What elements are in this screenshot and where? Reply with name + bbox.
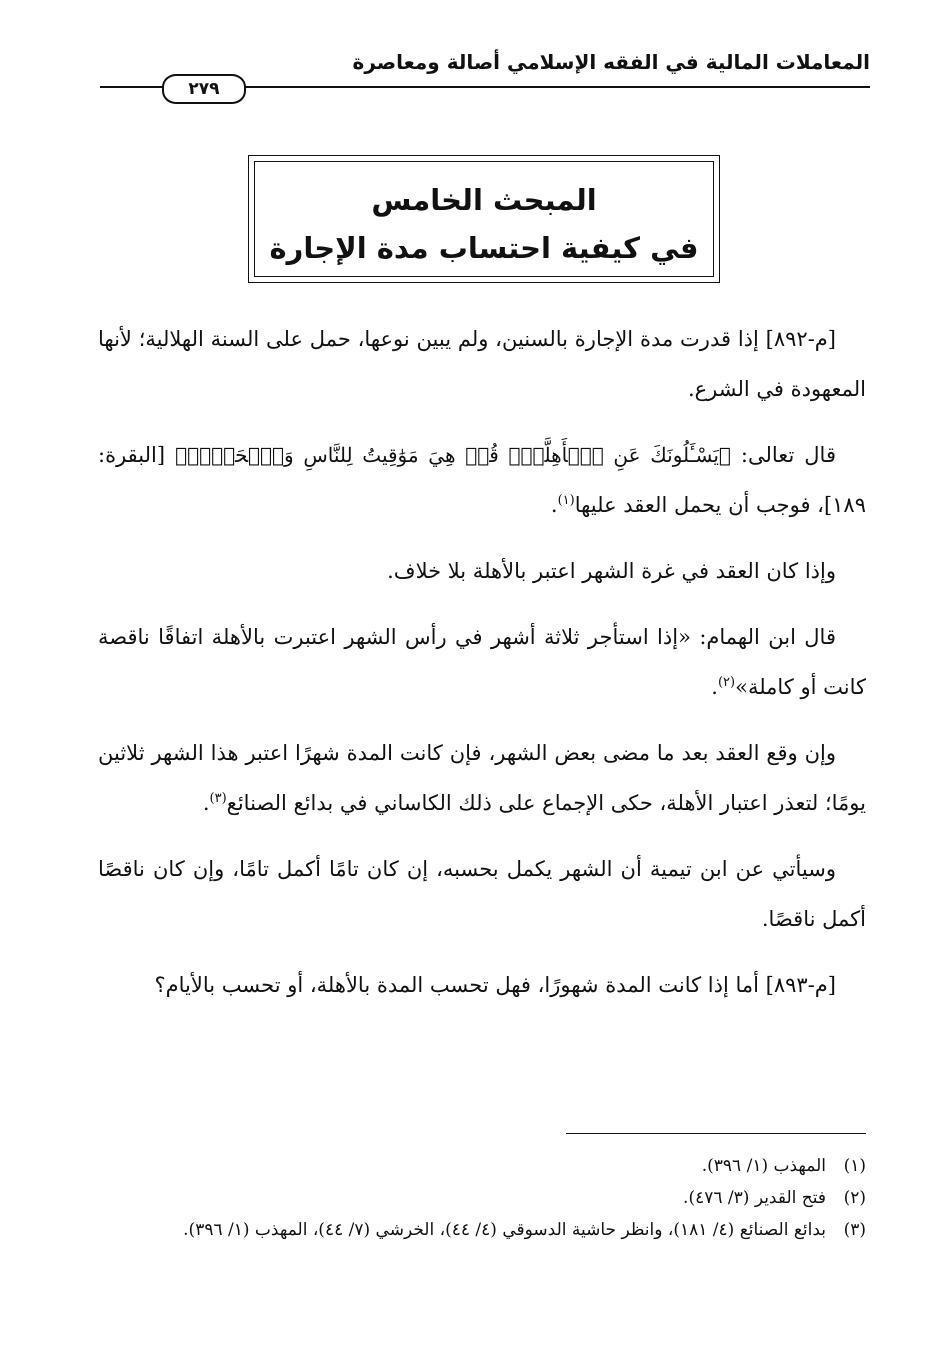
footnote-marker-1[interactable]: (١) bbox=[557, 493, 575, 508]
footnote-text: فتح القدير (٣/ ٤٧٦). bbox=[683, 1188, 826, 1208]
footnote-text: بدائع الصنائع (٤/ ١٨١)، وانظر حاشية الدسوقي (٤/ ٤٤)، الخرشي (٧/ ٤٤)، المهذب (١/ ٣٩٦). bbox=[183, 1220, 826, 1240]
page-number: ٢٧٩ bbox=[162, 74, 246, 104]
section-title: المبحث الخامس bbox=[371, 183, 597, 217]
footnote-marker-2[interactable]: (٢) bbox=[717, 675, 736, 690]
section-heading-box bbox=[248, 155, 720, 283]
body-text bbox=[98, 314, 866, 1026]
footnote-number: (٣) bbox=[843, 1220, 866, 1240]
book-title: المعاملات المالية في الفقه الإسلامي أصالة ومعاصرة bbox=[352, 50, 870, 74]
paragraph-2-intro: قال تعالى: bbox=[730, 443, 836, 467]
footnote-text: المهذب (١/ ٣٩٦). bbox=[701, 1156, 826, 1176]
paragraph-2: قال تعالى: ﴿يَسْـَٔلُونَكَ عَنِ ٱلۡأَهِلَّةِۖ قُلۡ هِيَ مَوَٰقِيتُ لِلنَّاسِ وَٱلۡحَجِّۗ﴾ [البقرة: ١٨٩]، فوجب أن يحمل العقد عليها$^{(١)}$. bbox=[98, 443, 866, 517]
paragraph-4: قال ابن الهمام: «إذا استأجر ثلاثة أشهر في رأس الشهر اعتبرت بالأهلة اتفاقًا ناقصة كانت أو كاملة»$^{(٢)}$. bbox=[98, 625, 866, 699]
footnote-marker-3[interactable]: (٣) bbox=[209, 791, 227, 806]
footnote-number: (١) bbox=[843, 1156, 866, 1176]
footnote-separator bbox=[566, 1133, 866, 1134]
footnote-item bbox=[98, 1214, 866, 1246]
paragraph-5: وإن وقع العقد بعد ما مضى بعض الشهر، فإن كانت المدة شهرًا اعتبر هذا الشهر ثلاثين يومًا؛ لتعذر اعتبار الأهلة، حكى الإجماع على ذلك الكاساني في بدائع الصنائع$^{(٣)}$. bbox=[98, 741, 866, 815]
footnote-item bbox=[98, 1150, 866, 1182]
paragraph-3: وإذا كان العقد في غرة الشهر اعتبر بالأهلة بلا خلاف. bbox=[387, 559, 836, 583]
footnote-number: (٢) bbox=[843, 1188, 866, 1208]
footnote-item bbox=[98, 1182, 866, 1214]
footnotes bbox=[98, 1150, 866, 1246]
paragraph-6: وسيأتي عن ابن تيمية أن الشهر يكمل بحسبه، إن كان تامًا أكمل تامًا، وإن كان ناقصًا أكمل ناقصًا. bbox=[98, 857, 866, 931]
quran-verse: ﴿يَسْـَٔلُونَكَ عَنِ ٱلۡأَهِلَّةِۖ قُلۡ هِيَ مَوَٰقِيتُ لِلنَّاسِ وَٱلۡحَجِّۗ﴾ bbox=[175, 443, 731, 467]
paragraph-1: [م-٨٩٢] إذا قدرت مدة الإجارة بالسنين، ولم يبين نوعها، حمل على السنة الهلالية؛ لأنها المعهودة في الشرع. bbox=[98, 327, 866, 401]
section-subtitle: في كيفية احتساب مدة الإجارة bbox=[269, 231, 699, 265]
paragraph-7: [م-٨٩٣] أما إذا كانت المدة شهورًا، فهل تحسب المدة بالأهلة، أو تحسب بالأيام؟ bbox=[154, 973, 836, 997]
verse-reference: [البقرة: ١٨٩]، فوجب أن يحمل العقد عليها bbox=[98, 443, 866, 517]
